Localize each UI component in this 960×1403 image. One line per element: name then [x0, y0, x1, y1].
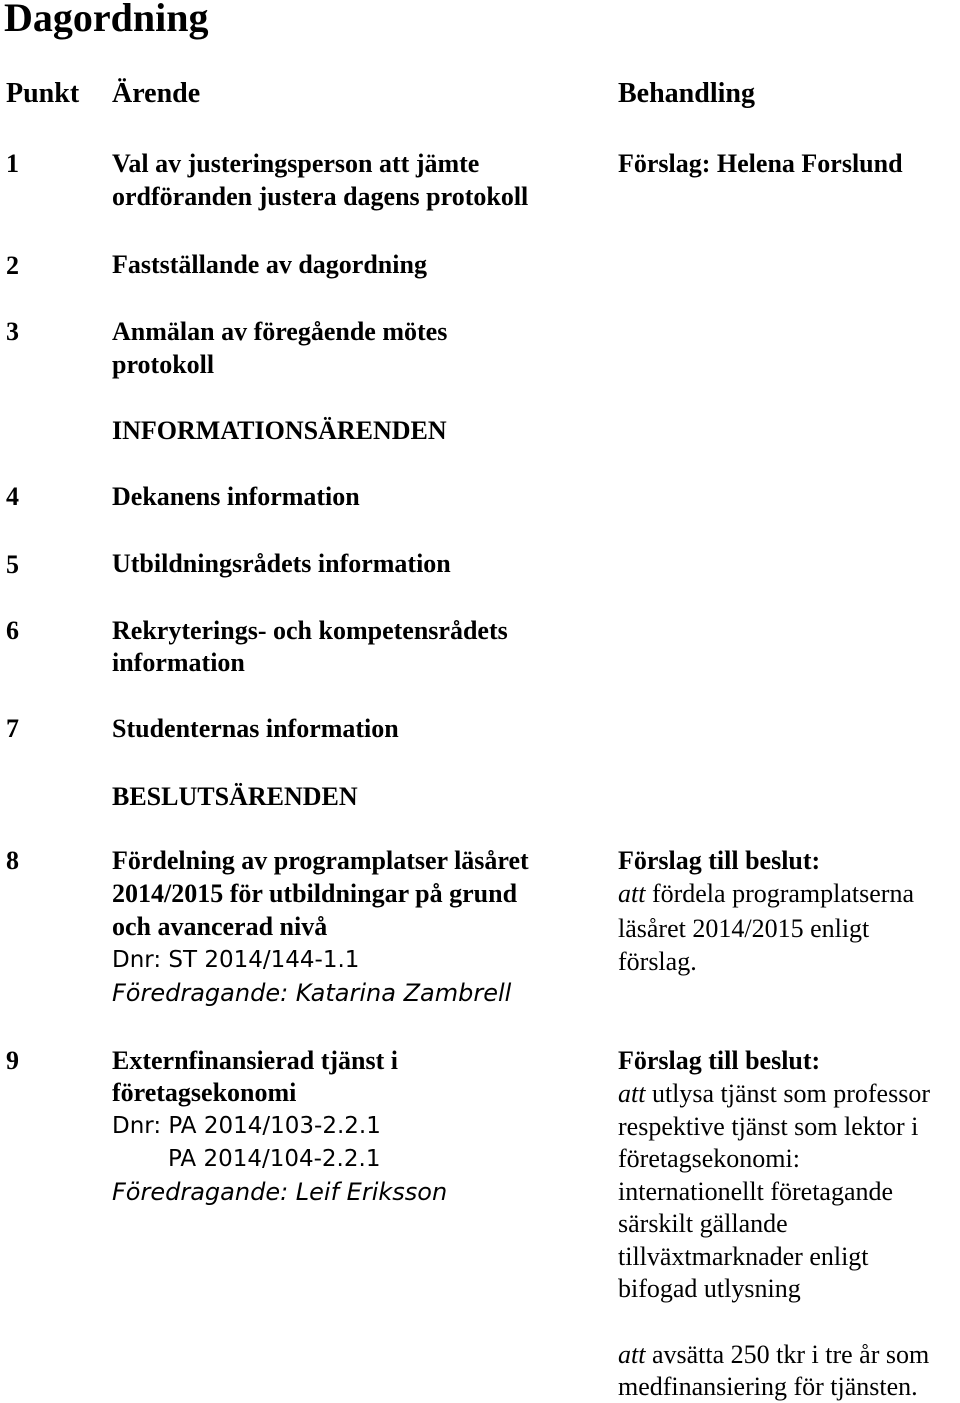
- forslag-text: utlysa tjänst som professor: [645, 1079, 930, 1108]
- item-foredragande: Föredragande: Leif Eriksson: [112, 1178, 448, 1206]
- item-number: 3: [6, 317, 19, 346]
- forslag-text-line: [618, 1078, 930, 1110]
- item-dnr-secondary: PA 2014/104-2.2.1: [168, 1146, 381, 1172]
- item-number: 2: [6, 251, 19, 280]
- item-number: 4: [6, 482, 19, 511]
- forslag-text-line: respektive tjänst som lektor i: [618, 1112, 919, 1141]
- item-number: 8: [6, 846, 19, 875]
- forslag-att: att: [618, 879, 646, 908]
- item-title-line: företagsekonomi: [112, 1078, 297, 1107]
- header-arende: Ärende: [112, 78, 201, 109]
- forslag2-text-line: medfinansiering för tjänsten.: [618, 1372, 918, 1401]
- item-dnr: Dnr: PA 2014/103-2.2.1: [112, 1113, 381, 1139]
- section-heading-info: INFORMATIONSÄRENDEN: [112, 416, 447, 445]
- item-title-line: Studenternas information: [112, 714, 399, 743]
- item-title-line: och avancerad nivå: [112, 912, 328, 941]
- forslag-label: Förslag till beslut:: [618, 846, 821, 875]
- forslag-att: att: [618, 1079, 646, 1108]
- item-title-line: Fastställande av dagordning: [112, 250, 427, 279]
- item-title-line: 2014/2015 för utbildningar på grund: [112, 879, 518, 908]
- item-title-line: protokoll: [112, 350, 215, 379]
- forslag-text-line: särskilt gällande: [618, 1209, 788, 1238]
- item-title-line: Externfinansierad tjänst i: [112, 1046, 398, 1075]
- forslag-text-line: företagsekonomi:: [618, 1144, 800, 1173]
- forslag-text-line: [618, 878, 914, 910]
- item-behandling: Förslag: Helena Forslund: [618, 149, 903, 178]
- forslag-text-line: internationellt företagande: [618, 1177, 894, 1206]
- item-title-line: ordföranden justera dagens protokoll: [112, 182, 529, 211]
- item-title-line: Utbildningsrådets information: [112, 549, 451, 578]
- item-number: 5: [6, 550, 19, 579]
- forslag2-att: att: [618, 1340, 646, 1369]
- page-title: Dagordning: [4, 0, 209, 40]
- item-title-line: Anmälan av föregående mötes: [112, 317, 448, 346]
- item-number: 7: [6, 714, 19, 743]
- item-title-line: Dekanens information: [112, 482, 360, 511]
- section-heading-beslut: BESLUTSÄRENDEN: [112, 782, 358, 811]
- forslag-text-line: bifogad utlysning: [618, 1274, 801, 1303]
- item-number: 6: [6, 616, 19, 645]
- forslag-text-line: läsåret 2014/2015 enligt: [618, 914, 870, 943]
- item-title-line: Val av justeringsperson att jämte: [112, 149, 480, 178]
- item-title-line: Fördelning av programplatser läsåret: [112, 846, 529, 875]
- forslag-text-line: tillväxtmarknader enligt: [618, 1242, 869, 1271]
- item-title-line: information: [112, 648, 245, 677]
- header-behandling: Behandling: [618, 78, 755, 109]
- item-number: 9: [6, 1046, 19, 1075]
- item-title-line: Rekryterings- och kompetensrådets: [112, 616, 508, 645]
- forslag-text: fördela programplatserna: [645, 879, 914, 908]
- forslag2-text-line: [618, 1339, 929, 1371]
- header-punkt: Punkt: [6, 78, 80, 109]
- item-number: 1: [6, 149, 19, 178]
- forslag2-text: avsätta 250 tkr i tre år som: [645, 1340, 930, 1369]
- forslag-label: Förslag till beslut:: [618, 1046, 821, 1075]
- forslag-text-line: förslag.: [618, 947, 697, 976]
- item-foredragande: Föredragande: Katarina Zambrell: [112, 979, 512, 1007]
- item-dnr: Dnr: ST 2014/144-1.1: [112, 947, 360, 973]
